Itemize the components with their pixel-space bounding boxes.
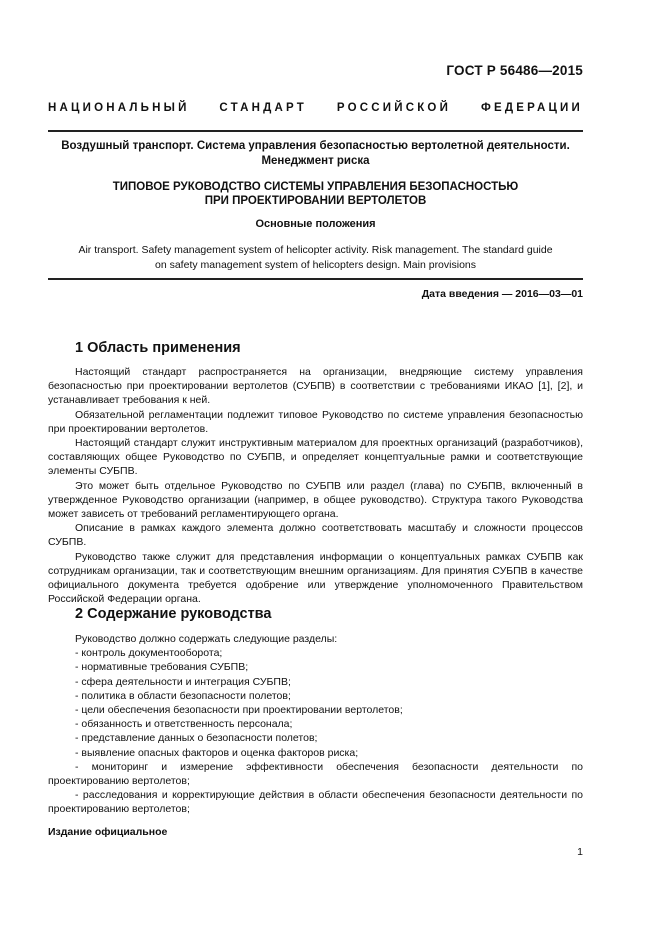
paragraph: Обязательной регламентации подлежит типовое Руководство по системе управления безопасностью при проектировании вертолетов. (48, 408, 583, 435)
page-number: 1 (577, 846, 583, 858)
russian-title-line-1: Воздушный транспорт. Система управления безопасностью вертолетной деятельности. (61, 140, 570, 152)
section-2-heading: 2 Содержание руководства (75, 606, 272, 622)
official-edition-label: Издание официальное (48, 826, 168, 838)
list-item: - сфера деятельности и интеграция СУБПВ; (75, 675, 291, 688)
list-item: - расследования и корректирующие действия в области обеспечения безопасности деятельности по проектированию вертолетов; (48, 789, 583, 816)
list-item: - обязанность и ответственность персонала; (75, 718, 293, 731)
list-intro: Руководство должно содержать следующие разделы: (75, 633, 338, 645)
list-item: - контроль документооборота; (75, 647, 223, 660)
english-title (48, 243, 583, 273)
subtitle: Основные положения (255, 218, 376, 230)
paragraph: Настоящий стандарт служит инструктивным материалом для проектных организаций (разработчиков), составляющих общее Руководство по СУБПВ, и определяет концептуальные рамки и соответствующие элементы СУБПВ. (48, 437, 583, 478)
english-title-line-2: on safety management system of helicopters design. Main provisions (155, 259, 476, 271)
paragraph: Руководство также служит для представления информации о концептуальных рамках СУБПВ как сотрудникам организации, так и соответствующим внешним организациям. Для принятия СУБПВ в качестве официального документа требуется одобрение или утверждение уполномоченного Правительством Российской Федерации органа. (48, 550, 583, 606)
english-title-line-1: Air transport. Safety management system of helicopter activity. Risk management. The standard guide (78, 244, 553, 256)
top-divider (48, 130, 583, 132)
main-title-line-2: ПРИ ПРОЕКТИРОВАНИИ ВЕРТОЛЕТОВ (204, 195, 427, 207)
list-item: - политика в области безопасности полетов; (75, 689, 291, 702)
paragraph: Настоящий стандарт распространяется на организации, внедряющие систему управления безопасностью при проектировании вертолетов (СУБПВ) в соответствии с требованиями ИКАО [1], [2], и устанавливает требования к ней. (48, 366, 583, 407)
national-standard-banner: НАЦИОНАЛЬНЫЙ СТАНДАРТ РОССИЙСКОЙ ФЕДЕРАЦИИ (48, 102, 583, 114)
bottom-title-divider (48, 278, 583, 280)
paragraph: Это может быть отдельное Руководство по СУБПВ или раздел (глава) по СУБПВ, включенный в утвержденное Руководство организации (например, в общее руководство). Структура такого Руководства может зависеть от требований регламентирующего органа. (48, 479, 583, 521)
introduction-date: Дата введения — 2016—03—01 (421, 288, 583, 300)
russian-title-line-2: Менеджмент риска (261, 155, 370, 167)
list-item: - нормативные требования СУБПВ; (75, 661, 249, 674)
russian-title (48, 139, 583, 169)
main-title-line-1: ТИПОВОЕ РУКОВОДСТВО СИСТЕМЫ УПРАВЛЕНИЯ БЕЗОПАСНОСТЬЮ (112, 181, 519, 193)
section-1-body (48, 365, 583, 606)
section-2-body (48, 632, 583, 817)
paragraph: Описание в рамках каждого элемента должно соответствовать масштабу и сложности процессов СУБПВ. (48, 522, 583, 549)
main-title (48, 180, 583, 208)
section-1-heading: 1 Область применения (75, 340, 241, 356)
standard-number: ГОСТ Р 56486—2015 (446, 63, 583, 78)
list-item: - выявление опасных факторов и оценка факторов риска; (75, 746, 359, 759)
list-item: - представление данных о безопасности полетов; (75, 732, 318, 745)
list-item: - цели обеспечения безопасности при проектировании вертолетов; (75, 704, 403, 717)
list-item: - мониторинг и измерение эффективности обеспечения безопасности деятельности по проектированию вертолетов; (48, 760, 583, 788)
